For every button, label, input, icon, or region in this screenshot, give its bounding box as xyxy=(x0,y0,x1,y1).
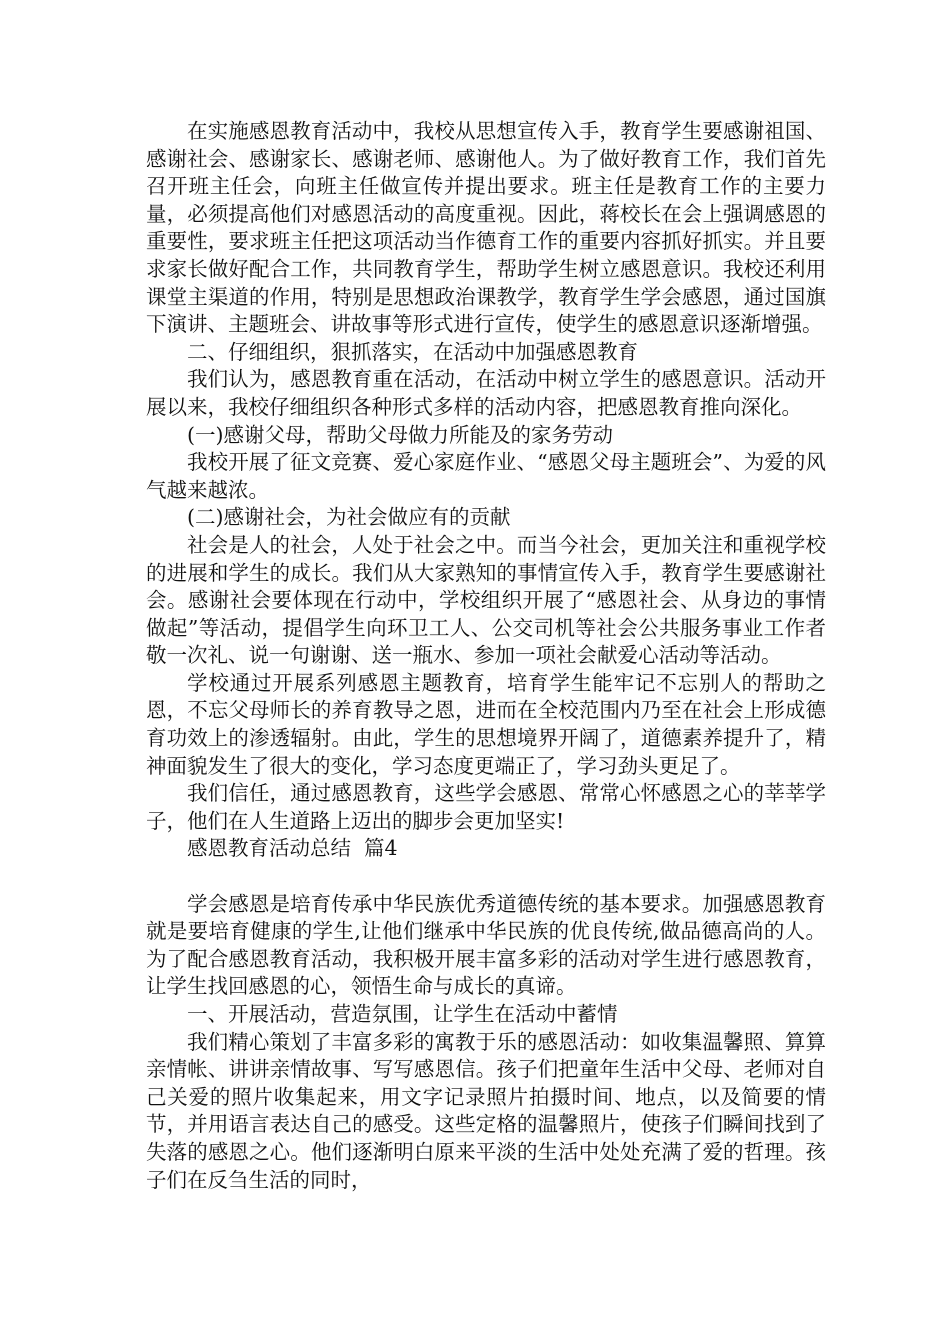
subsection-heading: (一)感谢父母，帮助父母做力所能及的家务劳动 xyxy=(187,422,613,447)
blank-line xyxy=(146,863,826,891)
section-heading: 一、开展活动，营造氛围，让学生在活动中蓄情 xyxy=(187,1002,618,1026)
body-paragraph: 社会是人的社会，人处于社会之中。而当今社会，更加关注和重视学校的进展和学生的成长。我们从大家熟知的事情宣传入手，教育学生要感谢社会。感谢社会要体现在行动中，学校组织开展了“感恩社会、从身边的事情做起”等活动，提倡学生向环卫工人、公交司机等社会公共服务事业工作者敬一次礼、说一句谢谢、送一瓶水、参加一项社会献爱心活动等活动。 xyxy=(146,532,826,668)
section-heading: 二、仔细组织，狠抓落实，在活动中加强感恩教育 xyxy=(187,339,638,364)
body-paragraph: 我们认为，感恩教育重在活动，在活动中树立学生的感恩意识。活动开展以来，我校仔细组织各种形式多样的活动内容，把感恩教育推向深化。 xyxy=(146,367,826,419)
body-paragraph: 学会感恩是培育传承中华民族优秀道德传统的基本要求。加强感恩教育就是要培育健康的学生,让他们继承中华民族的优良传统,做品德高尚的人。为了配合感恩教育活动，我积极开展丰富多彩的活动对学生进行感恩教育，让学生找回感恩的心，领悟生命与成长的真谛。 xyxy=(146,891,826,999)
body-paragraph: 我们精心策划了丰富多彩的寓教于乐的感恩活动：如收集温馨照、算算亲情帐、讲讲亲情故事、写写感恩信。孩子们把童年生活中父母、老师对自己关爱的照片收集起来，用文字记录照片拍摄时间、地点，以及简要的情节，并用语言表达自己的感受。这些定格的温馨照片，使孩子们瞬间找到了失落的感恩之心。他们逐渐明白原来平淡的生活中处处充满了爱的哲理。孩子们在反刍生活的同时， xyxy=(146,1029,826,1192)
body-paragraph: 我校开展了征文竞赛、爱心家庭作业、“感恩父母主题班会”、为爱的风气越来越浓。 xyxy=(146,450,826,502)
subsection-heading: (二)感谢社会，为社会做应有的贡献 xyxy=(187,505,511,530)
body-paragraph: 我们信任，通过感恩教育，这些学会感恩、常常心怀感恩之心的莘莘学子，他们在人生道路上迈出的脚步会更加坚实! xyxy=(146,781,826,833)
document-page xyxy=(146,118,826,1194)
article-title: 感恩教育活动总结 篇4 xyxy=(187,836,398,861)
body-paragraph: 在实施感恩教育活动中，我校从思想宣传入手，教育学生要感谢祖国、感谢社会、感谢家长、感谢老师、感谢他人。为了做好教育工作，我们首先召开班主任会，向班主任做宣传并提出要求。班主任是教育工作的主要力量，必须提高他们对感恩活动的高度重视。因此，蒋校长在会上强调感恩的重要性，要求班主任把这项活动当作德育工作的重要内容抓好抓实。并且要求家长做好配合工作，共同教育学生，帮助学生树立感恩意识。我校还利用课堂主渠道的作用，特别是思想政治课教学，教育学生学会感恩，通过国旗下演讲、主题班会、讲故事等形式进行宣传，使学生的感恩意识逐渐增强。 xyxy=(146,119,826,337)
body-paragraph: 学校通过开展系列感恩主题教育，培育学生能牢记不忘别人的帮助之恩，不忘父母师长的养育教导之恩，进而在全校范围内乃至在社会上形成德育功效上的渗透辐射。由此，学生的思想境界开阔了，道德素养提升了，精神面貌发生了很大的变化，学习态度更端正了，学习劲头更足了。 xyxy=(146,670,826,778)
